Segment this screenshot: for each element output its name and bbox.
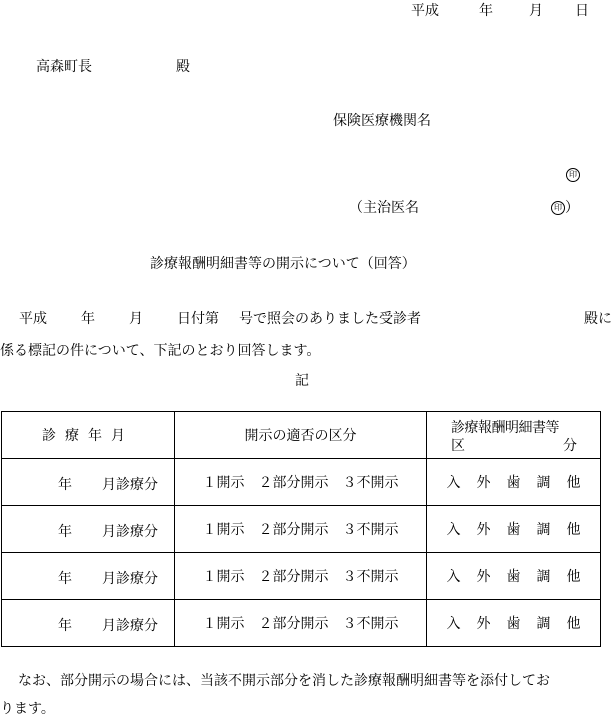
- row-month: 月診療分: [102, 524, 158, 540]
- date-month: 月: [529, 3, 543, 19]
- footer-line1: なお、部分開示の場合には、当該不開示部分を消した診療報酬明細書等を添付してお: [18, 673, 550, 689]
- class-other: 他: [566, 616, 581, 632]
- class-outpatient: 外: [476, 616, 491, 632]
- row-year: 年: [58, 571, 72, 587]
- header-statement-line1: 診療報酬明細書等: [451, 420, 559, 436]
- class-dental: 歯: [506, 522, 521, 538]
- statement-classes: [427, 553, 601, 600]
- row-year: 年: [58, 524, 72, 540]
- intro-year: 年: [81, 311, 95, 327]
- header-statement-category: [427, 412, 601, 459]
- treatment-month-cell: [2, 600, 175, 647]
- intro-line1: [19, 308, 421, 328]
- class-pharmacy: 調: [536, 569, 551, 585]
- addressee-honorific: 殿: [176, 59, 190, 75]
- treatment-month-cell: [2, 506, 175, 553]
- class-inpatient: 入: [446, 616, 461, 632]
- class-inpatient: 入: [446, 522, 461, 538]
- class-other: 他: [566, 569, 581, 585]
- row-year: 年: [58, 618, 72, 634]
- row-year: 年: [58, 477, 72, 493]
- document-title: 診療報酬明細書等の開示について（回答）: [150, 256, 416, 272]
- intro-month: 月: [129, 311, 143, 327]
- table-header-row: [2, 412, 601, 459]
- table-row: [2, 506, 601, 553]
- table-row: [2, 459, 601, 506]
- institution-seal: [566, 167, 580, 183]
- date-era: 平成: [411, 3, 439, 19]
- disclosure-options: １開示 ２部分開示 ３不開示: [175, 553, 427, 600]
- institution-label: 保険医療機関名: [333, 113, 431, 129]
- class-other: 他: [566, 475, 581, 491]
- table-row: [2, 600, 601, 647]
- header-statement-bun: 分: [563, 438, 577, 454]
- ki-label: 記: [295, 373, 309, 389]
- header-treatment-month: 診療年月: [2, 412, 175, 459]
- class-pharmacy: 調: [536, 616, 551, 632]
- class-inpatient: 入: [446, 475, 461, 491]
- seal-icon: 印: [551, 201, 565, 215]
- intro-day-ref: 日付第: [177, 311, 219, 327]
- class-outpatient: 外: [476, 475, 491, 491]
- row-month: 月診療分: [102, 618, 158, 634]
- doctor-close: ）: [565, 200, 579, 216]
- header-statement-ku: 区: [451, 438, 465, 454]
- statement-classes: [427, 459, 601, 506]
- class-other: 他: [566, 522, 581, 538]
- table-row: [2, 553, 601, 600]
- class-pharmacy: 調: [536, 475, 551, 491]
- intro-line2: 係る標記の件について、下記のとおり回答します。: [0, 343, 321, 359]
- treatment-month-cell: [2, 553, 175, 600]
- class-dental: 歯: [506, 569, 521, 585]
- footer-line2: ります。: [0, 701, 55, 717]
- seal-icon: 印: [566, 168, 580, 182]
- doctor-label: （主治医名: [349, 200, 419, 216]
- class-outpatient: 外: [476, 522, 491, 538]
- date-line: [411, 0, 589, 20]
- row-month: 月診療分: [102, 477, 158, 493]
- class-dental: 歯: [506, 616, 521, 632]
- addressee: [36, 56, 92, 76]
- disclosure-options: １開示 ２部分開示 ３不開示: [175, 600, 427, 647]
- date-year: 年: [479, 3, 493, 19]
- class-pharmacy: 調: [536, 522, 551, 538]
- addressee-name: 高森町長: [36, 59, 92, 75]
- treatment-month-cell: [2, 459, 175, 506]
- statement-classes: [427, 506, 601, 553]
- intro-number-text: 号で照会のありました受診者: [239, 311, 421, 327]
- disclosure-options: １開示 ２部分開示 ３不開示: [175, 459, 427, 506]
- disclosure-options: １開示 ２部分開示 ３不開示: [175, 506, 427, 553]
- row-month: 月診療分: [102, 571, 158, 587]
- class-inpatient: 入: [446, 569, 461, 585]
- class-dental: 歯: [506, 475, 521, 491]
- intro-era: 平成: [19, 311, 47, 327]
- date-day: 日: [575, 3, 589, 19]
- intro-honorific: 殿に: [584, 311, 612, 327]
- class-outpatient: 外: [476, 569, 491, 585]
- header-disclosure-category: 開示の適否の区分: [175, 412, 427, 459]
- statement-classes: [427, 600, 601, 647]
- reply-table: [1, 411, 601, 647]
- doctor-seal: [551, 197, 579, 217]
